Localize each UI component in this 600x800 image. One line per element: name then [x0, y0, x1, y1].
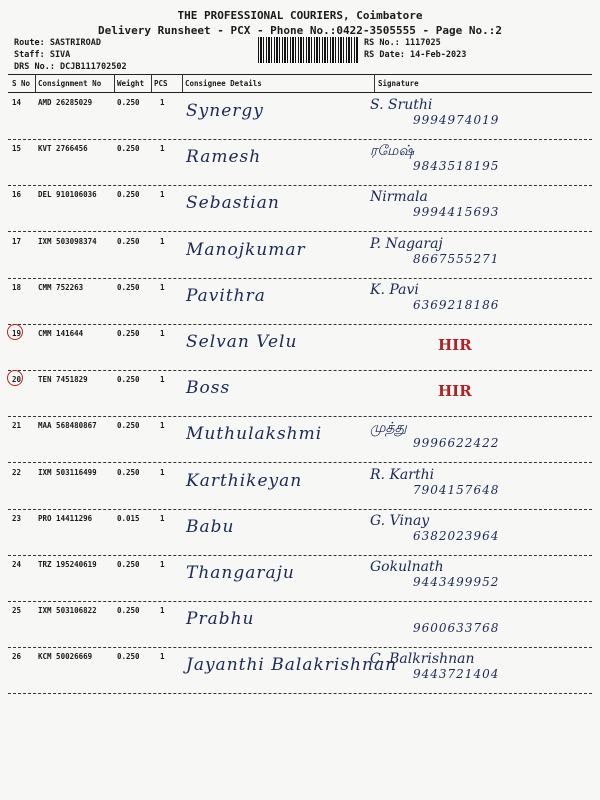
- table-row: [8, 370, 592, 417]
- header-top-rule: [8, 74, 592, 75]
- row-weight: 0.250: [117, 144, 140, 154]
- row-weight: 0.250: [117, 652, 140, 662]
- row-consignment-no: IXM 503116499: [38, 467, 97, 477]
- table-row: [8, 139, 592, 186]
- row-consignee-handwritten: Karthikeyan: [186, 470, 303, 491]
- col-pcs: PCS: [154, 79, 168, 88]
- row-pcs: 1: [160, 282, 165, 292]
- table-row: [8, 555, 592, 602]
- col-consignee: Consignee Details: [185, 79, 262, 88]
- row-signature-phone: 9443721404: [413, 667, 500, 682]
- row-sno: 17: [12, 236, 22, 246]
- row-consignment-no: KVT 2766456: [38, 144, 88, 154]
- row-pcs: 1: [160, 421, 165, 431]
- row-pcs: 1: [160, 190, 165, 200]
- row-weight: 0.250: [117, 467, 140, 477]
- row-consignment-no: MAA 568480867: [38, 421, 97, 431]
- row-signature: S. Sruthi: [370, 97, 433, 113]
- table-row: [8, 324, 592, 371]
- row-consignee-handwritten: Babu: [186, 516, 235, 537]
- row-sno: 19: [12, 329, 22, 338]
- row-consignment-no: DEL 910106036: [38, 190, 97, 200]
- row-pcs: 1: [160, 652, 165, 662]
- row-sno: 23: [12, 513, 22, 523]
- row-consignment-no: IXM 503106822: [38, 606, 97, 616]
- row-sno: 26: [12, 652, 22, 662]
- row-consignment-no: IXM 503098374: [38, 236, 97, 246]
- table-row: [8, 463, 592, 510]
- row-pcs: 1: [160, 236, 165, 246]
- row-pcs: 1: [160, 560, 165, 569]
- row-pcs: 1: [160, 467, 165, 477]
- row-sno: 16: [12, 190, 22, 200]
- row-signature: K. Pavi: [370, 281, 419, 298]
- row-sno: 21: [12, 421, 22, 431]
- row-signature-phone: 9843518195: [413, 159, 500, 174]
- col-weight: Weight: [117, 79, 145, 88]
- red-circle-mark: [7, 324, 23, 340]
- runsheet-subtitle: Delivery Runsheet - PCX - Phone No.:0422-3505555 - Page No.:2: [98, 24, 502, 37]
- row-weight: 0.250: [117, 98, 140, 107]
- row-consignment-no: AMD 26285029: [38, 98, 93, 107]
- table-row: [8, 509, 592, 556]
- rs-date-label: RS Date: 14-Feb-2023: [364, 50, 467, 60]
- row-consignment-no: TRZ 195240619: [38, 560, 97, 569]
- row-signature-phone: 9443499952: [413, 575, 500, 589]
- row-signature: HIR: [438, 382, 472, 401]
- route-label: Route: SASTRIROAD: [14, 38, 101, 48]
- table-row: [8, 601, 592, 648]
- table-row: [8, 647, 592, 694]
- row-signature-phone: 9600633768: [413, 621, 500, 636]
- row-consignee-handwritten: Selvan Velu: [186, 332, 298, 352]
- company-title: THE PROFESSIONAL COURIERS, Coimbatore: [177, 9, 423, 22]
- row-signature-phone: 6382023964: [413, 528, 500, 543]
- row-weight: 0.250: [117, 560, 140, 569]
- col-divider: [182, 74, 183, 92]
- row-signature-phone: 9996622422: [413, 436, 500, 451]
- row-weight: 0.250: [117, 282, 140, 292]
- row-sno: 14: [12, 98, 22, 107]
- row-weight: 0.250: [117, 190, 140, 200]
- row-consignment-no: PRO 14411296: [38, 513, 93, 523]
- col-sno: S No: [12, 79, 31, 88]
- drs-label: DRS No.: DCJB111702502: [14, 62, 127, 72]
- row-signature: ரமேஷ்: [370, 143, 415, 160]
- row-signature: R. Karthi: [370, 466, 435, 483]
- row-signature-phone: 9994974019: [413, 113, 500, 127]
- row-signature: Nirmala: [370, 189, 428, 206]
- row-pcs: 1: [160, 606, 165, 616]
- table-row: [8, 416, 592, 463]
- col-consignment: Consignment No: [38, 79, 102, 88]
- row-sno: 24: [12, 560, 22, 569]
- row-signature: P. Nagaraj: [370, 235, 443, 252]
- row-pcs: 1: [160, 513, 165, 523]
- row-weight: 0.250: [117, 329, 140, 338]
- row-signature: G. Vinay: [370, 512, 430, 529]
- barcode: [258, 37, 358, 63]
- col-divider: [114, 74, 115, 92]
- row-sno: 25: [12, 606, 22, 616]
- row-pcs: 1: [160, 375, 165, 385]
- row-consignee-handwritten: Jayanthi Balakrishnan: [186, 655, 398, 676]
- row-pcs: 1: [160, 329, 165, 338]
- row-consignee-handwritten: Pavithra: [186, 285, 266, 306]
- rs-no-label: RS No.: 1117025: [364, 38, 441, 48]
- row-weight: 0.250: [117, 606, 140, 616]
- row-signature-phone: 7904157648: [413, 482, 500, 497]
- row-consignee-handwritten: Manojkumar: [186, 239, 306, 260]
- row-signature-phone: 9994415693: [413, 205, 500, 220]
- row-signature: C. Balkrishnan: [370, 651, 475, 668]
- row-sno: 22: [12, 467, 22, 477]
- row-consignment-no: CMM 141644: [38, 329, 84, 338]
- row-signature-phone: 6369218186: [413, 297, 500, 312]
- row-consignee-handwritten: Muthulakshmi: [186, 424, 323, 445]
- table-row: [8, 93, 592, 140]
- row-sno: 15: [12, 144, 22, 154]
- row-consignment-no: TEN 7451829: [38, 375, 88, 385]
- row-consignee-handwritten: Boss: [186, 378, 231, 399]
- row-signature: HIR: [438, 336, 472, 354]
- col-divider: [374, 74, 375, 92]
- row-weight: 0.250: [117, 236, 140, 246]
- row-pcs: 1: [160, 144, 165, 154]
- row-weight: 0.250: [117, 375, 140, 385]
- row-consignment-no: CMM 752263: [38, 282, 84, 292]
- row-pcs: 1: [160, 98, 165, 107]
- row-signature: முத்து: [370, 420, 407, 437]
- col-divider: [35, 74, 36, 92]
- col-signature: Signature: [378, 79, 419, 88]
- row-weight: 0.015: [117, 513, 140, 523]
- col-divider: [151, 74, 152, 92]
- row-signature-phone: 8667555271: [413, 251, 500, 266]
- row-consignee-handwritten: Sebastian: [186, 193, 280, 214]
- row-sno: 18: [12, 282, 22, 292]
- row-consignee-handwritten: Thangaraju: [186, 563, 295, 583]
- row-consignment-no: KCM 50026669: [38, 652, 93, 662]
- row-consignee-handwritten: Ramesh: [186, 147, 262, 168]
- row-consignee-handwritten: Prabhu: [186, 609, 255, 630]
- table-row: [8, 185, 592, 232]
- row-weight: 0.250: [117, 421, 140, 431]
- row-signature: Gokulnath: [370, 559, 444, 575]
- staff-label: Staff: SIVA: [14, 50, 71, 60]
- table-row: [8, 278, 592, 325]
- table-row: [8, 232, 592, 279]
- row-sno: 20: [12, 375, 22, 385]
- row-consignee-handwritten: Synergy: [186, 101, 264, 121]
